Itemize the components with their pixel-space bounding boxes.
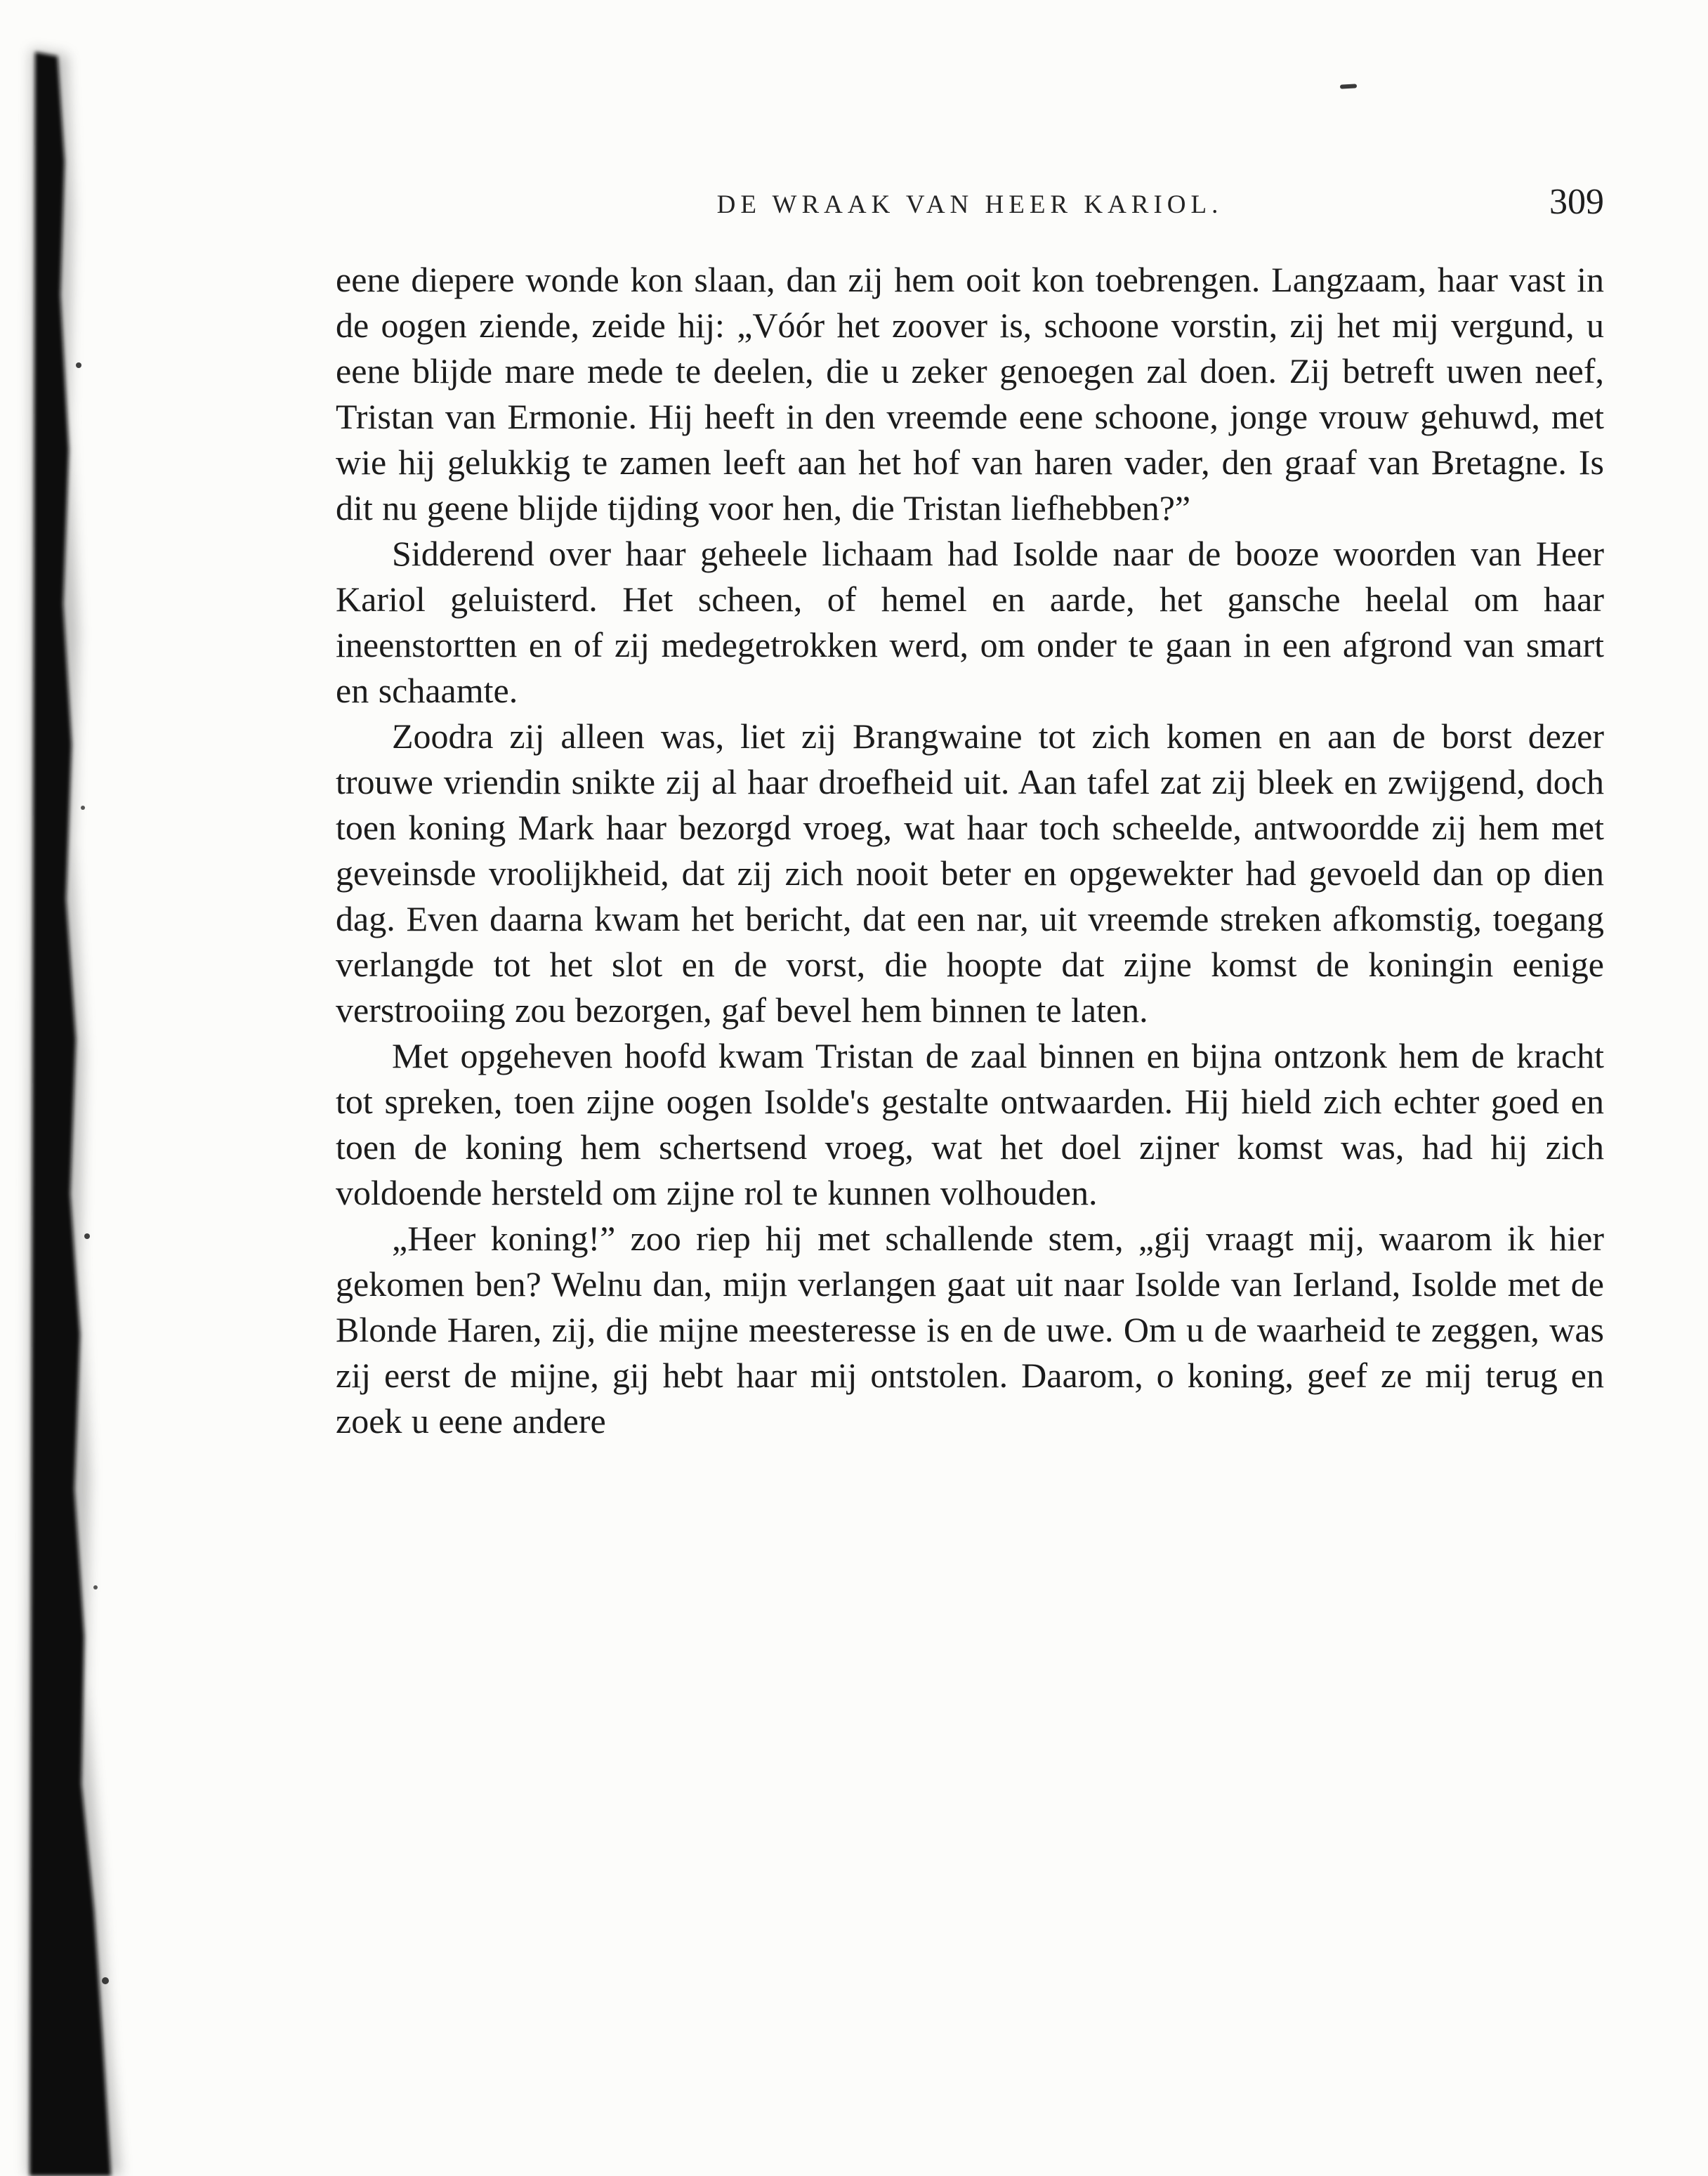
paragraph: „Heer koning!” zoo riep hij met schallende stem, „gij vraagt mij, waarom ik hier gekomen ben? Welnu dan, mijn verlangen gaat uit naar Isolde van Ierland, Isolde met de Blonde Haren, zij, die mijne meesteresse is en de uwe. Om u de waarheid te zeggen, was zij eerst de mijne, gij hebt haar mij ontstolen. Daarom, o koning, geef ze mij terug en zoek u eene andere <box>336 1219 1604 1441</box>
scan-artifact-dash <box>1340 84 1357 89</box>
page-title: DE WRAAK VAN HEER KARIOL. <box>716 190 1223 219</box>
body-text <box>336 257 1604 1444</box>
paragraph: eene diepere wonde kon slaan, dan zij hem ooit kon toebrengen. Langzaam, haar vast in de oogen ziende, zeide hij: „Vóór het zoover is, schoone vorstin, zij het mij vergund, u eene blijde mare mede te deelen, die u zeker genoegen zal doen. Zij betreft uwen neef, Tristan van Ermonie. Hij heeft in den vreemde eene schoone, jonge vrouw gehuwd, met wie hij gelukkig te zamen leeft aan het hof van haren vader, den graaf van Bretagne. Is dit nu geene blijde tijding voor hen, die Tristan liefhebben?” <box>336 260 1604 527</box>
paragraph: Sidderend over haar geheele lichaam had Isolde naar de booze woorden van Heer Kariol geluisterd. Het scheen, of hemel en aarde, het gansche heelal om haar ineenstortten en of zij medegetrokken werd, om onder te gaan in een afgrond van smart en schaamte. <box>336 534 1604 710</box>
page-number: 309 <box>1549 182 1604 222</box>
running-header <box>336 184 1604 233</box>
paragraph: Zoodra zij alleen was, liet zij Brangwaine tot zich komen en aan de borst dezer trouwe vriendin snikte zij al haar droefheid uit. Aan tafel zat zij bleek en zwijgend, doch toen koning Mark haar bezorgd vroeg, wat haar toch scheelde, antwoordde zij hem met geveinsde vroolijkheid, dat zij zich nooit beter en opgewekter had gevoeld dan op dien dag. Even daarna kwam het bericht, dat een nar, uit vreemde streken afkomstig, toegang verlangde tot het slot en de vorst, die hoopte dat zijne komst de koningin eenige verstrooiing zou bezorgen, gaf bevel hem binnen te laten. <box>336 716 1604 1030</box>
book-gutter-shadow <box>0 0 183 2176</box>
paragraph: Met opgeheven hoofd kwam Tristan de zaal binnen en bijna ontzonk hem de kracht tot spreken, toen zijne oogen Isolde's gestalte ontwaarden. Hij hield zich echter goed en toen de koning hem schertsend vroeg, wat het doel zijner komst was, had hij zich voldoende hersteld om zijne rol te kunnen volhouden. <box>336 1036 1604 1212</box>
